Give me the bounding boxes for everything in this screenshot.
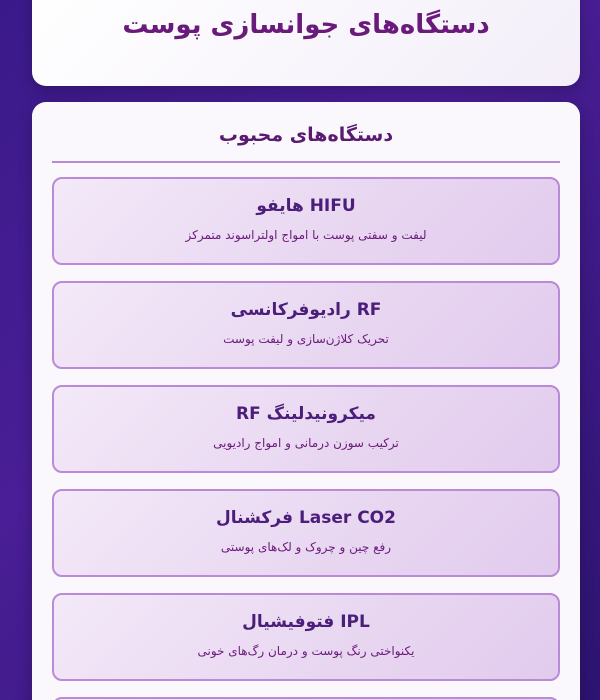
- device-card-rf[interactable]: [52, 281, 560, 369]
- device-description: یکنواختی رنگ پوست و درمان رگ‌های خونی: [197, 644, 415, 658]
- section-divider: [52, 161, 560, 163]
- device-name: HIFU هایفو: [256, 196, 356, 216]
- device-description: رفع چین و چروک و لک‌های پوستی: [220, 540, 392, 554]
- device-name: IPL فتوفیشیال: [242, 612, 370, 632]
- section-title: دستگاه‌های محبوب: [218, 124, 394, 146]
- device-description: ترکیب سوزن درمانی و امواج رادیویی: [213, 436, 399, 450]
- device-list: [52, 177, 560, 700]
- device-name: RF رادیوفرکانسی: [230, 300, 382, 320]
- devices-panel: [32, 102, 580, 700]
- device-description: تحریک کلاژن‌سازی و لیفت پوست: [223, 332, 389, 346]
- device-card-laser-co2[interactable]: [52, 489, 560, 577]
- device-name: میکرونیدلینگ RF: [236, 404, 376, 424]
- device-card-microneedling-rf[interactable]: [52, 385, 560, 473]
- device-card-hifu[interactable]: [52, 177, 560, 265]
- device-card-ipl[interactable]: [52, 593, 560, 681]
- page-title: دستگاه‌های جوانسازی پوست: [122, 10, 490, 40]
- device-description: لیفت و سفتی پوست با امواج اولتراسوند متمرکز: [185, 228, 427, 242]
- header-card: [32, 0, 580, 86]
- device-name: Laser CO2 فرکشنال: [216, 508, 396, 528]
